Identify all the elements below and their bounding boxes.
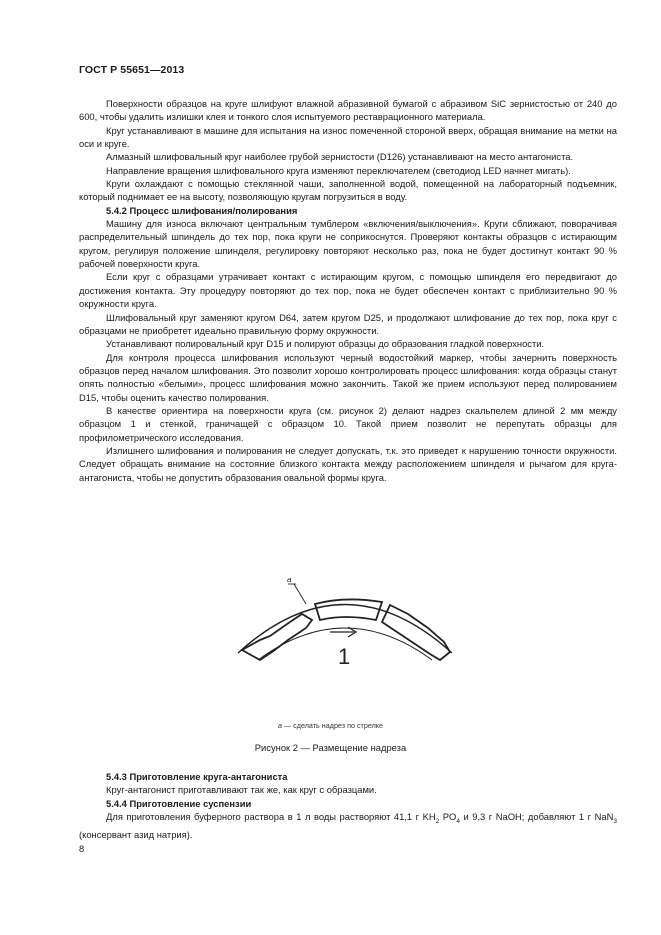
paragraph: Алмазный шлифовальный круг наиболее грубой зернистости (D126) устанавливают на место антагониста. [106,151,574,163]
paragraph: Круги охлаждают с помощью стеклянной чаши, заполненной водой, помещенной на лабораторный подъемник, который поднимает ее на высоту, позволяющую кругам погрузиться в воду. [79,178,617,203]
lower-text [79,770,617,842]
figure-caption: Рисунок 2 — Размещение надреза [254,742,407,753]
paragraph: В качестве ориентира на поверхности круга (см. рисунок 2) делают надрез скальпелем длиной 2 мм между образцом 1 и стенкой, граничащей с образцом 10. Такой прием позволит не перепутать образцы для профилометрического исследования. [79,404,617,443]
paragraph: Шлифовальный круг заменяют кругом D64, затем кругом D25, и продолжают шлифование до тех пор, пока круг с образцами не приобретет идеально правильную форму окружности. [79,311,617,336]
paragraph: Если круг с образцами утрачивает контакт с истирающим кругом, с помощью шпинделя его передвигают до достижения контакта. Эту процедуру повторяют до тех пор, пока не будет обеспечен контакт с приблизительно 90 % окружности круга. [79,271,617,310]
paragraph: Направление вращения шлифовального круга изменяют переключателем (светодиод LED начнет мигать). [106,164,571,176]
document-header: ГОСТ Р 55651—2013 [79,64,185,76]
figure-notch-placement [230,578,460,688]
main-text [79,97,617,484]
figure-note-text: — сделать надрез по стрелке [281,721,384,730]
notch-leader-line [294,584,306,604]
paragraph: Круг устанавливают в машине для испытания на износ помеченной стороной вверх, обращая внимание на метки на оси и круге. [79,124,617,150]
paragraph-buffer-solution: Для приготовления буферного раствора в 1 л воды растворяют 41,1 г $KH_2$ $PO_4$ и 9,3 г NaOH; добавляют 1 г NaN$_3$ (консервант азид натрия). [79,811,617,841]
paragraph: Поверхности образцов на круге шлифуют влажной абразивной бумагой с абразивом SiC зернистостью от 240 до 600, чтобы удалить излишки клея и тонкого слоя испытуемого реставрационного материала. [79,98,617,123]
figure-note [0,721,661,730]
sample-segment-left [242,614,312,660]
section-heading-5-4-2: 5.4.2 Процесс шлифования/полирования [106,204,298,216]
section-heading-5-4-3: 5.4.3 Приготовление круга-антагониста [106,771,288,782]
notch-label: a [287,578,292,584]
paragraph: Машину для износа включают центральным тумблером «включения/выключения». Круги сближают, поворачивая распределительный шпиндель до тех пор, пока круги не соприкоснутся. Проверяют контакты образцов с истирающим кругом, регулируя положение шпинделя, регулировку повторяют несколько раз, пока не будет достигнут контакт 90 % рабочей поверхности круга. [79,218,617,270]
paragraph: Устанавливают полировальный круг D15 и полируют образцы до образования гладкой поверхности. [106,338,545,350]
sample-number-label: 1 [338,644,351,669]
figure-note-letter: а [277,721,282,730]
wheel-diagram [230,578,460,688]
page-number: 8 [79,843,85,854]
paragraph: Круг-антагонист приготавливают так же, как круг с образцами. [106,784,377,796]
section-heading-5-4-4: 5.4.4 Приготовление суспензии [106,797,252,809]
paragraph: Для контроля процесса шлифования используют черный водостойкий маркер, чтобы зачернить поверхность образцов перед началом шлифования. Это позволит хорошо контролировать процесс шлифования: когда образцы станут опять полностью «белыми», процесс шлифования можно закончить. Такой же прием используют перед полированием D15, чтобы оценить качество полирования. [79,351,617,403]
sample-segment-center [315,599,382,620]
paragraph: Излишнего шлифования и полирования не следует допускать, т.к. это приведет к нарушению точности окружности. Следует обращать внимание на состояние близкого контакта между расположением шпинделя и рычагом для круга-антагониста, чтобы не допустить образования овальной формы круга. [79,444,617,483]
